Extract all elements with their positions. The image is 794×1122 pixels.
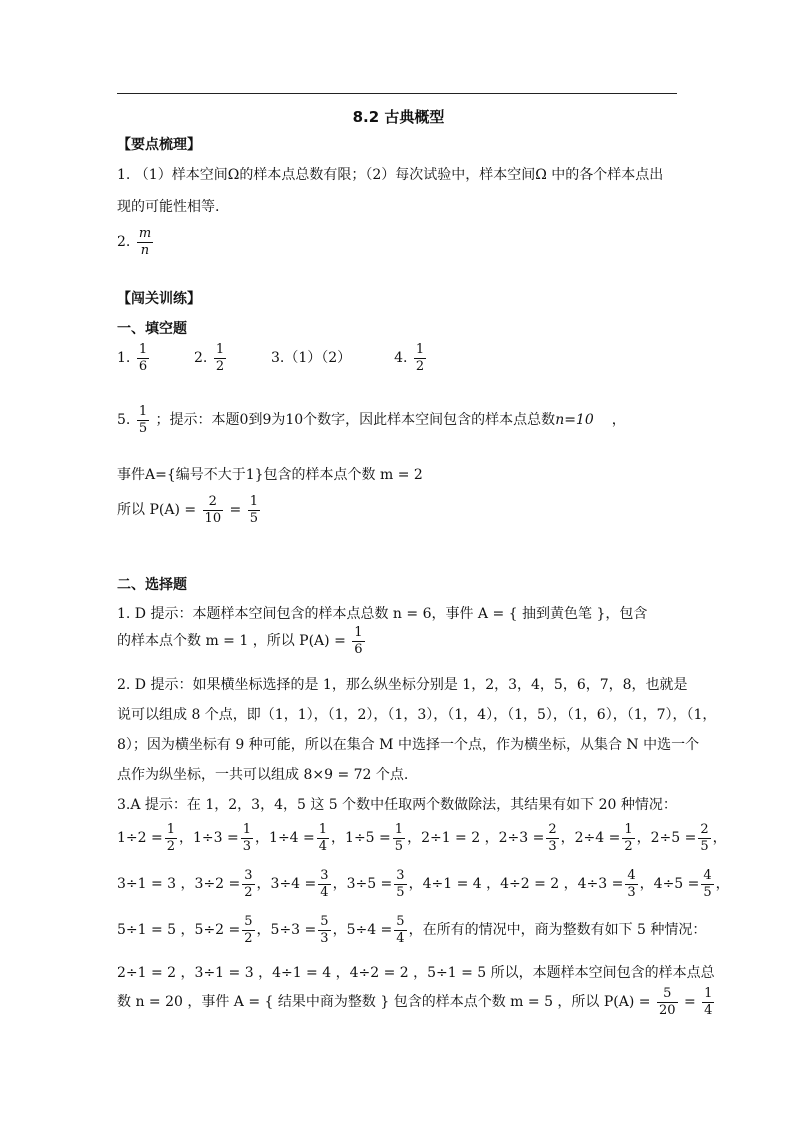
fraction-numerator: 1 [215, 342, 225, 357]
fraction-denominator: 5 [396, 884, 405, 900]
point-1-line-2: 现的可能性相等. [117, 199, 220, 215]
fraction-denominator: 5 [138, 420, 148, 436]
fill-5-label: 5. [117, 412, 131, 429]
fraction-numerator: 1 [624, 822, 633, 837]
fraction-numerator: 3 [320, 868, 329, 883]
separator: ， [331, 830, 346, 847]
fraction-denominator: 2 [244, 884, 253, 900]
division-term [271, 914, 347, 946]
fraction-numerator: 5 [244, 914, 253, 929]
division-expression: 2÷1 = 2 ，2÷3 = [421, 830, 545, 847]
fraction-numerator: 1 [242, 822, 252, 837]
fill-5-punct: ， [611, 412, 626, 429]
separator: ， [407, 830, 422, 847]
fill-5-fraction-a [203, 494, 224, 526]
choice-1-line-1: 1. D 提示：本题样本空间包含的样本点总数 n = 6，事件 A = { 抽到黄色笔 }，包含 [117, 606, 648, 622]
division-fraction [393, 822, 405, 854]
section-training: 【闯关训练】 [117, 291, 201, 307]
fraction-numerator: 1 [704, 986, 713, 1001]
division-fraction [622, 822, 634, 854]
division-expression: 3÷1 = 3 ，3÷2 = [117, 876, 241, 893]
separator: ， [560, 830, 575, 847]
division-fraction [701, 868, 713, 900]
fraction-denominator: 2 [624, 838, 633, 854]
separator: ， [332, 922, 347, 939]
separator: ， [636, 830, 651, 847]
division-row-1 [117, 822, 727, 854]
division-expression: 1÷2 = [117, 830, 163, 847]
division-expression: 2÷5 = [650, 830, 697, 847]
section-key-points: 【要点梳理】 [117, 137, 201, 153]
division-term [117, 868, 271, 900]
fraction-numerator: 1 [249, 494, 259, 509]
fraction-denominator: 2 [244, 930, 253, 946]
fraction-numerator: 2 [700, 822, 709, 837]
fill-5-prob-label: 所以 P(A) = [117, 502, 197, 519]
fill-answers-row [117, 342, 428, 374]
fraction-numerator: 1 [138, 404, 148, 419]
division-fraction [318, 914, 330, 946]
fill-2-fraction [214, 342, 226, 374]
choice-3-fraction-a [657, 986, 678, 1018]
choice-3-fraction-b [702, 986, 714, 1018]
division-expression: 5÷1 = 5 ，5÷2 = [117, 922, 241, 939]
point-2-label: 2. [117, 234, 131, 251]
choice-3-prob-label: 数 n = 20 ，事件 A = { 结果中商为整数 } 包含的样本点个数 m = 5 ，所以 P(A) = [117, 994, 651, 1011]
division-term [654, 868, 730, 900]
fraction-numerator: 1 [354, 625, 363, 640]
fraction-denominator: 6 [138, 358, 148, 374]
fraction-denominator: 4 [704, 1002, 713, 1018]
division-term [117, 914, 271, 946]
division-fraction [165, 822, 177, 854]
division-term [347, 868, 423, 900]
fraction-numerator: 5 [657, 986, 678, 1003]
division-term [347, 914, 707, 946]
division-fraction [318, 868, 330, 900]
fill-3-answer: 3.（1）（2） [271, 350, 352, 367]
choice-2-line-4: 点作为纵坐标，一共可以组成 8×9 = 72 个点. [117, 767, 409, 783]
division-fraction [546, 822, 558, 854]
division-fraction [394, 868, 406, 900]
header-rule [117, 93, 677, 94]
point-2-fraction [137, 226, 153, 258]
fraction-denominator: 4 [320, 884, 329, 900]
separator: ， [408, 876, 423, 893]
fraction-denominator: 3 [320, 930, 329, 946]
fill-2-label: 2. [194, 350, 208, 367]
fraction-denominator: 5 [703, 884, 712, 900]
choice-2-line-1: 2. D 提示：如果横坐标选择的是 1，那么纵坐标分别是 1，2，3，4，5，6，7，8，也就是 [117, 677, 688, 693]
division-fraction [698, 822, 710, 854]
division-expression: 3÷5 = [346, 876, 393, 893]
fraction-denominator: 2 [166, 838, 176, 854]
division-term [575, 822, 651, 854]
division-expression: 4÷1 = 4 ，4÷2 = 2 ，4÷3 = [422, 876, 624, 893]
fraction-denominator: 20 [658, 1002, 676, 1018]
fill-5-line-3 [117, 494, 262, 526]
fraction-numerator: 3 [396, 868, 405, 883]
fill-4-fraction [414, 342, 426, 374]
fraction-denominator: 3 [242, 838, 252, 854]
division-term [651, 822, 727, 854]
division-expression: 4÷5 = [653, 876, 700, 893]
choice-1-fraction [352, 625, 364, 657]
division-fraction [241, 822, 253, 854]
separator: ， [255, 830, 270, 847]
separator: ， [256, 922, 271, 939]
separator: ， [639, 876, 654, 893]
separator: ， [712, 830, 727, 847]
fraction-numerator: 1 [166, 822, 176, 837]
page-title: 8.2 古典概型 [352, 108, 445, 126]
fraction-numerator: 2 [203, 494, 224, 511]
fraction-numerator: 1 [394, 822, 404, 837]
division-expression: 5÷3 = [270, 922, 317, 939]
fraction-denominator: 3 [627, 884, 636, 900]
division-term [117, 822, 193, 854]
division-expression: 1÷4 = [269, 830, 315, 847]
choice-1-line-2 [117, 625, 367, 657]
division-fraction [625, 868, 637, 900]
division-row-3 [117, 914, 706, 946]
equals-sign: = [229, 502, 242, 519]
division-expression: 1÷5 = [345, 830, 391, 847]
division-expression: 3÷4 = [270, 876, 317, 893]
fraction-denominator: 2 [215, 358, 225, 374]
fraction-denominator: 4 [396, 930, 405, 946]
division-term [345, 822, 421, 854]
fraction-numerator: 1 [138, 342, 148, 357]
division-expression: 5÷4 = [346, 922, 393, 939]
division-term [423, 868, 654, 900]
fraction-denominator: 5 [700, 838, 709, 854]
choice-2-line-2: 说可以组成 8 个点，即（1，1），（1，2），（1，3），（1，4），（1，5），（1，6），（1，7），（1， [117, 707, 717, 723]
separator: ，在所有的情况中，商为整数有如下 5 种情况： [408, 922, 707, 939]
division-row-4: 2÷1 = 2 ，3÷1 = 3 ，4÷1 = 4 ，4÷2 = 2 ，5÷1 = 5 所以，本题样本空间包含的样本点总 [117, 965, 715, 981]
fraction-numerator: 1 [415, 342, 425, 357]
fraction-numerator: 4 [627, 868, 636, 883]
fraction-denominator: 10 [204, 510, 222, 526]
fraction-numerator: 2 [548, 822, 557, 837]
fill-5-hint: ；提示：本题0到9为10个数字，因此样本空间包含的样本点总数 [155, 412, 556, 429]
fraction-denominator: 5 [394, 838, 404, 854]
point-2 [117, 226, 155, 258]
division-fraction [242, 914, 254, 946]
division-expression: 1÷3 = [193, 830, 239, 847]
choice-1-prob-label: 的样本点个数 m = 1 ，所以 P(A) = [117, 633, 346, 650]
division-term [269, 822, 345, 854]
fraction-numerator: 3 [244, 868, 253, 883]
division-fraction [394, 914, 406, 946]
fraction-numerator: 5 [396, 914, 405, 929]
fraction-denominator: 3 [548, 838, 557, 854]
point-1-line-1: 1. （1）样本空间Ω的样本点总数有限；（2）每次试验中，样本空间Ω 中的各个样本点出 [117, 167, 664, 183]
fill-1-label: 1. [117, 350, 131, 367]
division-term [193, 822, 269, 854]
fill-4-label: 4. [394, 350, 408, 367]
fraction-denominator: n [140, 242, 150, 258]
fill-5-fraction [137, 404, 149, 436]
fill-5-equation: n=10 [555, 412, 594, 429]
fraction-denominator: 4 [318, 838, 328, 854]
fraction-numerator: m [138, 226, 152, 241]
fill-5-line-1 [117, 404, 626, 436]
fraction-denominator: 6 [354, 641, 363, 657]
choice-2-line-3: 8）；因为横坐标有 9 种可能，所以在集合 M 中选择一个点，作为横坐标，从集合 N 中选一个 [117, 737, 700, 753]
division-fraction [317, 822, 329, 854]
separator: ， [179, 830, 194, 847]
fill-5-line-2: 事件A={编号不大于1}包含的样本点个数 m = 2 [117, 467, 423, 483]
division-row-2 [117, 868, 730, 900]
division-term [271, 868, 347, 900]
fraction-numerator: 1 [318, 822, 328, 837]
choice-3-conclusion [117, 986, 716, 1018]
division-expression: 2÷4 = [574, 830, 621, 847]
separator: ， [332, 876, 347, 893]
division-fraction [242, 868, 254, 900]
fraction-numerator: 5 [320, 914, 329, 929]
fraction-numerator: 4 [703, 868, 712, 883]
fill-5-fraction-b [248, 494, 260, 526]
division-term [421, 822, 575, 854]
equals-sign: = [683, 994, 696, 1011]
section-choice: 二、选择题 [117, 577, 187, 593]
fraction-denominator: 2 [415, 358, 425, 374]
section-fill-in: 一、填空题 [117, 321, 187, 337]
fraction-denominator: 5 [249, 510, 259, 526]
separator: ， [715, 876, 730, 893]
choice-3-line-1: 3.A 提示：在 1，2，3，4，5 这 5 个数中任取两个数做除法，其结果有如下 20 种情况： [117, 797, 677, 813]
fill-1-fraction [137, 342, 149, 374]
separator: ， [256, 876, 271, 893]
